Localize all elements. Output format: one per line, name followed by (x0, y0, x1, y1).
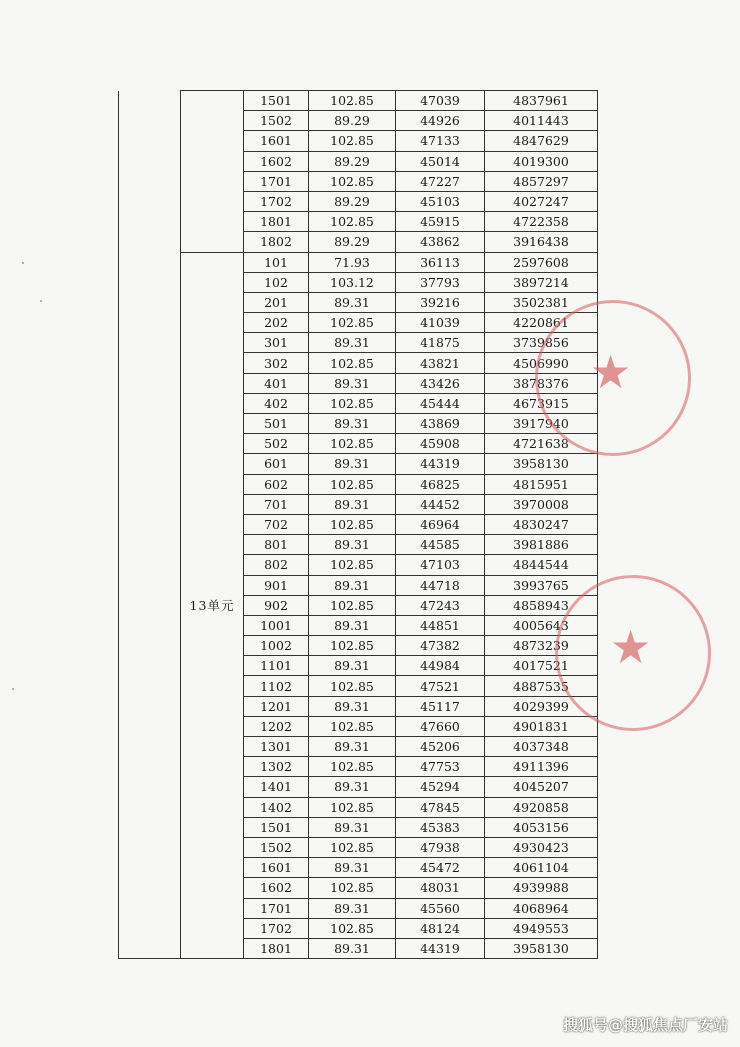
unit-price-cell: 44718 (396, 575, 485, 595)
unit-price-cell: 47243 (396, 595, 485, 615)
room-cell: 1301 (244, 737, 309, 757)
unit-price-cell: 47660 (396, 716, 485, 736)
total-price-cell: 4844544 (485, 555, 598, 575)
unit-price-cell: 39216 (396, 292, 485, 312)
area-cell: 102.85 (309, 434, 396, 454)
seal-star-icon: ★ (610, 620, 652, 674)
table-row (119, 252, 598, 272)
area-cell: 89.31 (309, 696, 396, 716)
total-price-cell: 3897214 (485, 272, 598, 292)
area-cell: 102.85 (309, 171, 396, 191)
area-cell: 102.85 (309, 313, 396, 333)
room-cell: 702 (244, 514, 309, 534)
area-cell: 102.85 (309, 91, 396, 111)
total-price-cell: 3958130 (485, 938, 598, 958)
unit-price-cell: 45294 (396, 777, 485, 797)
area-cell: 102.85 (309, 212, 396, 232)
unit-price-cell: 43821 (396, 353, 485, 373)
area-cell: 102.85 (309, 636, 396, 656)
scan-speck (12, 688, 14, 690)
room-cell: 602 (244, 474, 309, 494)
total-price-cell: 3916438 (485, 232, 598, 252)
unit-price-cell: 45383 (396, 817, 485, 837)
area-cell: 102.85 (309, 393, 396, 413)
total-price-cell: 4830247 (485, 514, 598, 534)
room-cell: 1702 (244, 191, 309, 211)
room-cell: 1602 (244, 151, 309, 171)
total-price-cell: 4053156 (485, 817, 598, 837)
area-cell: 89.29 (309, 111, 396, 131)
room-cell: 1201 (244, 696, 309, 716)
total-price-cell: 3878376 (485, 373, 598, 393)
area-cell: 102.85 (309, 918, 396, 938)
unit-price-cell: 48124 (396, 918, 485, 938)
unit-price-cell: 44585 (396, 535, 485, 555)
room-cell: 1502 (244, 111, 309, 131)
total-price-cell: 4721638 (485, 434, 598, 454)
total-price-cell: 4019300 (485, 151, 598, 171)
total-price-cell: 4901831 (485, 716, 598, 736)
room-cell: 1701 (244, 171, 309, 191)
area-cell: 89.31 (309, 615, 396, 635)
room-cell: 1401 (244, 777, 309, 797)
area-cell: 102.85 (309, 837, 396, 857)
room-cell: 302 (244, 353, 309, 373)
unit-price-cell: 47227 (396, 171, 485, 191)
area-cell: 89.31 (309, 292, 396, 312)
area-cell: 102.85 (309, 353, 396, 373)
room-cell: 1002 (244, 636, 309, 656)
scan-speck (40, 300, 42, 302)
total-price-cell: 4939988 (485, 878, 598, 898)
unit-price-cell: 41875 (396, 333, 485, 353)
area-cell: 89.31 (309, 858, 396, 878)
unit-price-cell: 41039 (396, 313, 485, 333)
unit-price-cell: 36113 (396, 252, 485, 272)
total-price-cell: 4858943 (485, 595, 598, 615)
area-cell: 89.31 (309, 898, 396, 918)
total-price-cell: 4027247 (485, 191, 598, 211)
total-price-cell: 4029399 (485, 696, 598, 716)
unit-price-cell: 43426 (396, 373, 485, 393)
area-cell: 89.29 (309, 191, 396, 211)
unit-price-cell: 47133 (396, 131, 485, 151)
area-cell: 89.31 (309, 817, 396, 837)
area-cell: 89.29 (309, 232, 396, 252)
table-row (119, 91, 598, 111)
area-cell: 89.31 (309, 414, 396, 434)
unit-price-cell: 44851 (396, 615, 485, 635)
unit-price-cell: 43862 (396, 232, 485, 252)
room-cell: 1302 (244, 757, 309, 777)
unit-price-cell: 44984 (396, 656, 485, 676)
area-cell: 89.31 (309, 737, 396, 757)
room-cell: 1701 (244, 898, 309, 918)
room-cell: 1202 (244, 716, 309, 736)
room-cell: 501 (244, 414, 309, 434)
total-price-cell: 4011443 (485, 111, 598, 131)
room-cell: 401 (244, 373, 309, 393)
area-cell: 102.85 (309, 757, 396, 777)
total-price-cell: 4045207 (485, 777, 598, 797)
area-cell: 102.85 (309, 514, 396, 534)
unit-price-cell: 45908 (396, 434, 485, 454)
watermark: 搜狐号@搜狐焦点厂安站 (562, 1016, 728, 1034)
room-cell: 901 (244, 575, 309, 595)
room-cell: 101 (244, 252, 309, 272)
room-cell: 1501 (244, 817, 309, 837)
room-cell: 601 (244, 454, 309, 474)
area-cell: 89.29 (309, 151, 396, 171)
unit-price-cell: 47521 (396, 676, 485, 696)
area-cell: 102.85 (309, 797, 396, 817)
unit-price-cell: 47039 (396, 91, 485, 111)
building-cell (119, 91, 181, 959)
unit-price-cell: 45206 (396, 737, 485, 757)
room-cell: 1402 (244, 797, 309, 817)
room-cell: 701 (244, 494, 309, 514)
unit-price-cell: 45472 (396, 858, 485, 878)
unit-price-cell: 47753 (396, 757, 485, 777)
unit-price-cell: 45103 (396, 191, 485, 211)
area-cell: 71.93 (309, 252, 396, 272)
room-cell: 502 (244, 434, 309, 454)
area-cell: 102.85 (309, 595, 396, 615)
unit-price-cell: 45014 (396, 151, 485, 171)
unit-price-cell: 44452 (396, 494, 485, 514)
room-cell: 802 (244, 555, 309, 575)
unit-price-cell: 45915 (396, 212, 485, 232)
total-price-cell: 4949553 (485, 918, 598, 938)
unit-price-cell: 45117 (396, 696, 485, 716)
total-price-cell: 4911396 (485, 757, 598, 777)
unit-price-cell: 44926 (396, 111, 485, 131)
total-price-cell: 3981886 (485, 535, 598, 555)
total-price-cell: 4857297 (485, 171, 598, 191)
area-cell: 89.31 (309, 454, 396, 474)
unit-price-cell: 45560 (396, 898, 485, 918)
area-cell: 89.31 (309, 333, 396, 353)
room-cell: 1802 (244, 232, 309, 252)
total-price-cell: 3917940 (485, 414, 598, 434)
unit-price-cell: 47845 (396, 797, 485, 817)
total-price-cell: 4847629 (485, 131, 598, 151)
total-price-cell: 4220861 (485, 313, 598, 333)
room-cell: 202 (244, 313, 309, 333)
room-cell: 902 (244, 595, 309, 615)
area-cell: 102.85 (309, 878, 396, 898)
seal-star-icon: ★ (590, 345, 632, 399)
area-cell: 102.85 (309, 716, 396, 736)
unit-price-cell: 47382 (396, 636, 485, 656)
room-cell: 1801 (244, 938, 309, 958)
room-cell: 402 (244, 393, 309, 413)
room-cell: 1702 (244, 918, 309, 938)
unit-price-cell: 48031 (396, 878, 485, 898)
total-price-cell: 3958130 (485, 454, 598, 474)
room-cell: 102 (244, 272, 309, 292)
total-price-cell: 4005643 (485, 615, 598, 635)
unit-label: 13单元 (181, 252, 244, 959)
room-cell: 1801 (244, 212, 309, 232)
total-price-cell: 4061104 (485, 858, 598, 878)
unit-price-cell: 44319 (396, 454, 485, 474)
price-table (118, 90, 598, 959)
total-price-cell: 4506990 (485, 353, 598, 373)
unit-price-cell: 43869 (396, 414, 485, 434)
room-cell: 1601 (244, 131, 309, 151)
unit-label (181, 91, 244, 253)
unit-price-cell: 46825 (396, 474, 485, 494)
unit-price-cell: 47938 (396, 837, 485, 857)
total-price-cell: 4887535 (485, 676, 598, 696)
total-price-cell: 4722358 (485, 212, 598, 232)
area-cell: 103.12 (309, 272, 396, 292)
unit-price-cell: 44319 (396, 938, 485, 958)
unit-price-cell: 46964 (396, 514, 485, 534)
total-price-cell: 3993765 (485, 575, 598, 595)
area-cell: 102.85 (309, 676, 396, 696)
total-price-cell: 4037348 (485, 737, 598, 757)
area-cell: 89.31 (309, 494, 396, 514)
room-cell: 1501 (244, 91, 309, 111)
total-price-cell: 4017521 (485, 656, 598, 676)
room-cell: 1602 (244, 878, 309, 898)
room-cell: 1102 (244, 676, 309, 696)
room-cell: 1601 (244, 858, 309, 878)
total-price-cell: 4068964 (485, 898, 598, 918)
total-price-cell: 4673915 (485, 393, 598, 413)
room-cell: 1001 (244, 615, 309, 635)
area-cell: 89.31 (309, 373, 396, 393)
total-price-cell: 4837961 (485, 91, 598, 111)
total-price-cell: 3970008 (485, 494, 598, 514)
total-price-cell: 2597608 (485, 252, 598, 272)
area-cell: 89.31 (309, 938, 396, 958)
area-cell: 102.85 (309, 555, 396, 575)
area-cell: 89.31 (309, 777, 396, 797)
scan-speck (22, 262, 24, 264)
total-price-cell: 3502381 (485, 292, 598, 312)
total-price-cell: 3739856 (485, 333, 598, 353)
area-cell: 102.85 (309, 131, 396, 151)
total-price-cell: 4920858 (485, 797, 598, 817)
unit-price-cell: 37793 (396, 272, 485, 292)
area-cell: 102.85 (309, 474, 396, 494)
room-cell: 801 (244, 535, 309, 555)
room-cell: 1502 (244, 837, 309, 857)
room-cell: 201 (244, 292, 309, 312)
unit-price-cell: 47103 (396, 555, 485, 575)
total-price-cell: 4873239 (485, 636, 598, 656)
room-cell: 1101 (244, 656, 309, 676)
total-price-cell: 4930423 (485, 837, 598, 857)
total-price-cell: 4815951 (485, 474, 598, 494)
room-cell: 301 (244, 333, 309, 353)
area-cell: 89.31 (309, 535, 396, 555)
unit-price-cell: 45444 (396, 393, 485, 413)
area-cell: 89.31 (309, 575, 396, 595)
area-cell: 89.31 (309, 656, 396, 676)
